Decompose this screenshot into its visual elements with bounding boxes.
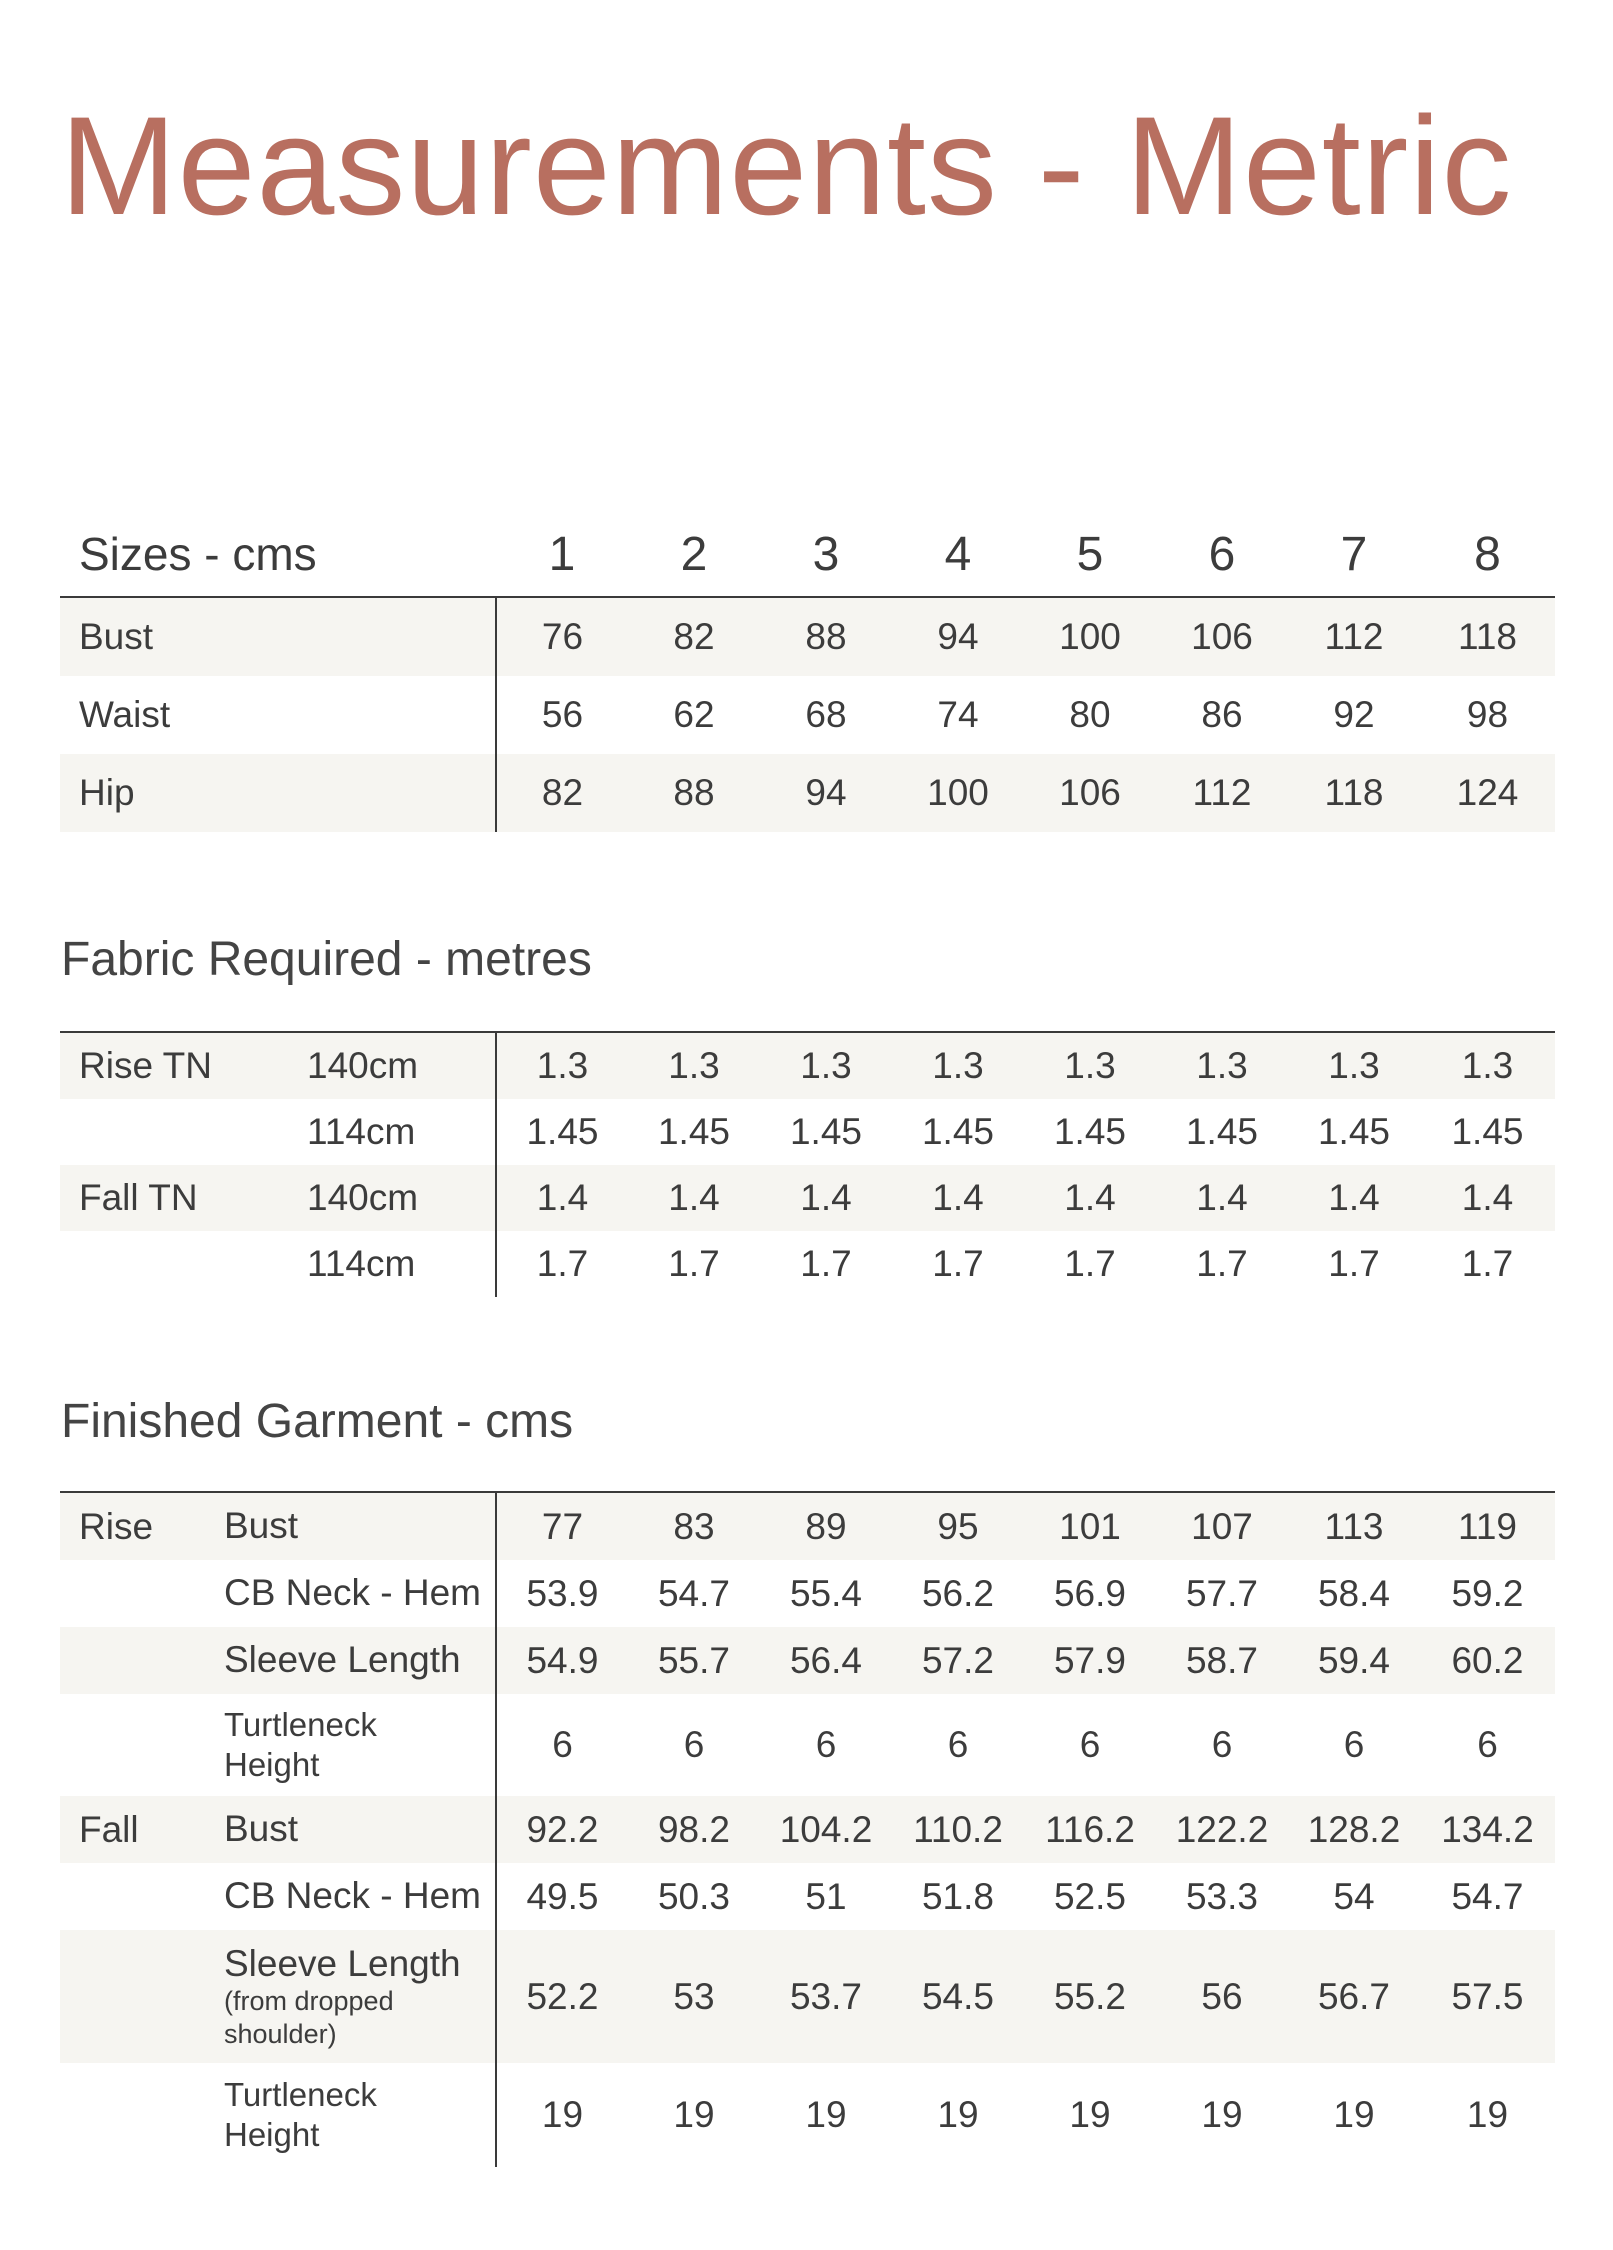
table-cell: 1.7	[800, 1243, 852, 1284]
table-cell: 62	[673, 694, 715, 735]
table-cell: 6	[552, 1724, 573, 1765]
table-cell: 49.5	[526, 1875, 599, 1917]
table-cell: 88	[628, 754, 760, 832]
sizes-header-label: Sizes - cms	[60, 512, 496, 597]
size-heading: 5	[1024, 512, 1156, 597]
table-row	[60, 1694, 1555, 1796]
style-label	[60, 1863, 224, 1930]
table-cell: 110.2	[892, 1796, 1024, 1863]
measure-note: (from dropped	[224, 1986, 394, 2017]
table-cell: 112	[1288, 597, 1420, 676]
size-heading: 2	[628, 512, 760, 597]
page-title: Measurements - Metric	[60, 87, 1513, 244]
table-cell: 53.3	[1185, 1875, 1258, 1917]
table-cell: 95	[892, 1492, 1024, 1560]
table-cell: 56.2	[921, 1572, 994, 1614]
table-cell: 19	[541, 2094, 584, 2135]
measure-label: Bust	[224, 1796, 496, 1863]
fabric-width-label: 140cm	[307, 1032, 496, 1099]
table-cell: 1.3	[628, 1032, 760, 1099]
table-cell: 134.2	[1420, 1796, 1555, 1863]
table-cell: 112	[1156, 754, 1288, 832]
size-heading: 8	[1420, 512, 1555, 597]
measure-label	[224, 2063, 496, 2167]
table-cell: 6	[947, 1724, 969, 1765]
table-cell: 80	[1069, 694, 1111, 735]
table-cell: 82	[628, 597, 760, 676]
table-cell: 55.7	[628, 1627, 760, 1694]
table-cell: 124	[1420, 754, 1555, 832]
table-cell: 1.45	[657, 1111, 730, 1152]
measure-line-2: Height	[224, 2116, 320, 2153]
table-cell: 1.7	[536, 1243, 589, 1284]
size-heading: 3	[760, 512, 892, 597]
table-cell: 54.9	[496, 1627, 628, 1694]
table-cell: 76	[496, 597, 628, 676]
table-cell: 113	[1288, 1492, 1420, 1560]
table-cell: 19	[673, 2094, 715, 2135]
table-cell: 88	[760, 597, 892, 676]
measure-line-1: Sleeve Length	[224, 1942, 461, 1984]
table-cell: 1.45	[1053, 1111, 1126, 1152]
table-row	[60, 1231, 1555, 1297]
table-cell: 100	[892, 754, 1024, 832]
table-cell: 1.4	[1420, 1165, 1555, 1231]
table-row	[60, 1165, 1555, 1231]
table-cell: 52.2	[496, 1930, 628, 2063]
table-cell: 51	[805, 1875, 847, 1917]
table-row	[60, 754, 1555, 832]
table-cell: 55.2	[1024, 1930, 1156, 2063]
table-cell: 94	[892, 597, 1024, 676]
table-cell: 86	[1201, 694, 1243, 735]
table-cell: 56.7	[1288, 1930, 1420, 2063]
table-cell: 1.7	[1196, 1243, 1248, 1284]
table-cell: 101	[1024, 1492, 1156, 1560]
style-label: Rise	[60, 1492, 224, 1560]
table-cell: 6	[1211, 1724, 1233, 1765]
table-cell: 6	[815, 1724, 837, 1765]
table-cell: 57.5	[1420, 1930, 1555, 2063]
table-cell: 54	[1333, 1875, 1375, 1917]
table-cell: 6	[1343, 1724, 1365, 1765]
table-cell: 53	[628, 1930, 760, 2063]
table-cell: 53.9	[526, 1572, 599, 1614]
table-cell: 77	[496, 1492, 628, 1560]
style-label: Fall	[60, 1796, 224, 1863]
table-cell: 104.2	[760, 1796, 892, 1863]
sizes-table	[60, 512, 1555, 832]
measure-note-line-2: shoulder)	[224, 2018, 337, 2049]
table-cell: 50.3	[657, 1875, 730, 1917]
table-cell: 1.45	[921, 1111, 994, 1152]
table-cell: 1.7	[1064, 1243, 1116, 1284]
table-cell: 68	[805, 694, 847, 735]
table-cell: 1.7	[1461, 1243, 1514, 1284]
table-cell: 1.45	[1451, 1111, 1524, 1152]
table-cell: 82	[496, 754, 628, 832]
measure-line-1: Turtleneck	[224, 1706, 377, 1744]
style-label	[60, 1930, 224, 2063]
table-cell: 1.4	[1156, 1165, 1288, 1231]
fabric-width-label: 114cm	[307, 1231, 496, 1297]
table-cell: 51.8	[921, 1875, 994, 1917]
table-cell: 19	[937, 2094, 979, 2135]
table-cell: 94	[760, 754, 892, 832]
measure-label: Bust	[224, 1492, 496, 1560]
style-label	[60, 1627, 224, 1694]
fabric-table	[60, 1031, 1555, 1297]
table-cell: 19	[1466, 2094, 1509, 2135]
style-label	[60, 1099, 307, 1165]
table-cell: 107	[1156, 1492, 1288, 1560]
style-label: Rise TN	[60, 1032, 307, 1099]
table-cell: 100	[1024, 597, 1156, 676]
table-row	[60, 1560, 1555, 1627]
table-cell: 92.2	[496, 1796, 628, 1863]
row-label: Bust	[60, 597, 496, 676]
table-cell: 52.5	[1053, 1875, 1126, 1917]
table-row	[60, 676, 1555, 754]
table-cell: 53.7	[760, 1930, 892, 2063]
size-heading: 4	[892, 512, 1024, 597]
table-cell: 54.7	[1451, 1875, 1524, 1917]
table-row	[60, 1492, 1555, 1560]
table-cell: 1.4	[760, 1165, 892, 1231]
garment-section-title: Finished Garment - cms	[61, 1395, 574, 1448]
table-cell: 54.7	[657, 1572, 730, 1614]
table-cell: 1.4	[892, 1165, 1024, 1231]
table-cell: 74	[937, 694, 979, 735]
style-label	[60, 1231, 307, 1297]
size-heading: 1	[496, 512, 628, 597]
table-cell: 57.2	[892, 1627, 1024, 1694]
table-row	[60, 1627, 1555, 1694]
measure-label: CB Neck - Hem	[224, 1863, 496, 1930]
size-heading: 6	[1156, 512, 1288, 597]
table-cell: 1.7	[932, 1243, 984, 1284]
table-row	[60, 1930, 1555, 2063]
measure-label: CB Neck - Hem	[224, 1560, 496, 1627]
row-label: Waist	[60, 676, 496, 754]
table-cell: 55.4	[789, 1572, 862, 1614]
table-cell: 1.3	[1156, 1032, 1288, 1099]
table-cell: 1.45	[789, 1111, 862, 1152]
style-label	[60, 1694, 224, 1796]
fabric-section-title: Fabric Required - metres	[61, 933, 592, 986]
table-cell: 56	[541, 694, 584, 735]
table-cell: 92	[1333, 694, 1375, 735]
row-label: Hip	[60, 754, 496, 832]
table-cell: 1.3	[496, 1032, 628, 1099]
table-cell: 116.2	[1024, 1796, 1156, 1863]
table-cell: 58.7	[1156, 1627, 1288, 1694]
table-cell: 89	[760, 1492, 892, 1560]
table-cell: 1.4	[628, 1165, 760, 1231]
table-cell: 58.4	[1317, 1572, 1390, 1614]
measure-line-2: Height	[224, 1746, 320, 1783]
table-cell: 1.4	[1024, 1165, 1156, 1231]
table-cell: 59.4	[1288, 1627, 1420, 1694]
table-row	[60, 1863, 1555, 1930]
table-cell: 6	[1477, 1724, 1498, 1765]
table-row	[60, 2063, 1555, 2167]
sizes-header-row	[60, 512, 1555, 597]
style-label	[60, 2063, 224, 2167]
table-cell: 57.9	[1024, 1627, 1156, 1694]
table-cell: 19	[1069, 2094, 1111, 2135]
table-cell: 1.3	[892, 1032, 1024, 1099]
table-cell: 1.3	[760, 1032, 892, 1099]
size-heading: 7	[1288, 512, 1420, 597]
table-cell: 59.2	[1451, 1572, 1524, 1614]
table-cell: 54.5	[892, 1930, 1024, 2063]
measure-label	[224, 1694, 496, 1796]
table-cell: 56.4	[760, 1627, 892, 1694]
table-cell: 83	[628, 1492, 760, 1560]
table-row	[60, 1099, 1555, 1165]
table-cell: 6	[683, 1724, 705, 1765]
table-cell: 98.2	[628, 1796, 760, 1863]
table-row	[60, 597, 1555, 676]
table-cell: 56.9	[1053, 1572, 1126, 1614]
table-cell: 1.4	[1288, 1165, 1420, 1231]
table-cell: 6	[1079, 1724, 1101, 1765]
table-row	[60, 1796, 1555, 1863]
table-cell: 60.2	[1420, 1627, 1555, 1694]
table-cell: 19	[1201, 2094, 1243, 2135]
table-row	[60, 1032, 1555, 1099]
style-label	[60, 1560, 224, 1627]
table-cell: 122.2	[1156, 1796, 1288, 1863]
style-label: Fall TN	[60, 1165, 307, 1231]
measure-line-1: Turtleneck	[224, 2076, 377, 2114]
table-cell: 19	[1333, 2094, 1375, 2135]
table-cell: 119	[1420, 1492, 1555, 1560]
table-cell: 106	[1024, 754, 1156, 832]
table-cell: 1.45	[526, 1111, 599, 1152]
fabric-width-label: 140cm	[307, 1165, 496, 1231]
table-cell: 1.3	[1288, 1032, 1420, 1099]
table-cell: 118	[1288, 754, 1420, 832]
table-cell: 56	[1156, 1930, 1288, 2063]
table-cell: 1.45	[1317, 1111, 1390, 1152]
table-cell: 1.4	[496, 1165, 628, 1231]
table-cell: 57.7	[1185, 1572, 1258, 1614]
table-cell: 98	[1466, 694, 1509, 735]
table-cell: 1.3	[1420, 1032, 1555, 1099]
table-cell: 19	[805, 2094, 847, 2135]
measure-label: Sleeve Length	[224, 1627, 496, 1694]
table-cell: 106	[1156, 597, 1288, 676]
measure-label	[224, 1930, 496, 2063]
table-cell: 118	[1420, 597, 1555, 676]
table-cell: 1.3	[1024, 1032, 1156, 1099]
fabric-width-label: 114cm	[307, 1099, 496, 1165]
table-cell: 1.45	[1185, 1111, 1258, 1152]
garment-table	[60, 1491, 1555, 2167]
table-cell: 128.2	[1288, 1796, 1420, 1863]
table-cell: 1.7	[668, 1243, 720, 1284]
table-cell: 1.7	[1328, 1243, 1380, 1284]
